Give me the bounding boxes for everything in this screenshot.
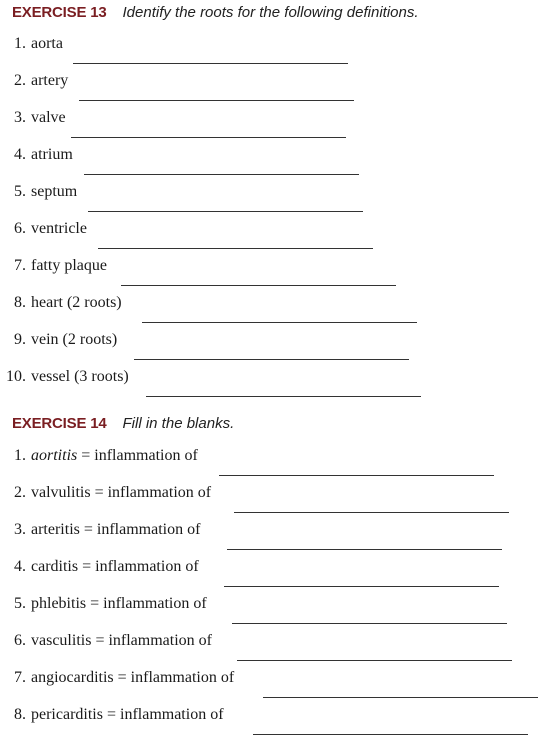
- item-term: aortitis: [31, 447, 78, 464]
- ex13-item-7: [0, 256, 544, 293]
- ex14-item-5: [0, 594, 544, 631]
- item-term: carditis: [31, 558, 79, 575]
- item-statement: [31, 520, 200, 540]
- ex13-item-1: [0, 34, 544, 71]
- exercise-14-instruction: Fill in the blanks.: [122, 415, 235, 432]
- item-statement: [31, 483, 211, 503]
- item-rest: = inflammation of: [86, 595, 207, 612]
- ex14-item-7: [0, 668, 544, 705]
- item-number: 3.: [14, 521, 26, 538]
- answer-blank[interactable]: [237, 660, 512, 661]
- item-rest: = inflammation of: [79, 521, 201, 538]
- ex14-item-6: [0, 631, 544, 668]
- item-statement: [31, 557, 199, 577]
- item-definition: heart (2 roots): [31, 294, 122, 311]
- item-statement: [31, 705, 224, 725]
- item-definition: valve: [31, 109, 66, 126]
- answer-blank[interactable]: [263, 697, 538, 698]
- item-number: 6.: [14, 632, 26, 649]
- ex13-item-8: [0, 293, 544, 330]
- item-term: phlebitis: [31, 595, 87, 612]
- item-rest: = inflammation of: [113, 669, 235, 686]
- ex14-item-3: [0, 520, 544, 557]
- exercise-14-number: EXERCISE 14: [12, 415, 107, 432]
- item-definition: aorta: [31, 35, 63, 52]
- item-number: 8.: [14, 294, 26, 311]
- answer-blank[interactable]: [79, 100, 354, 101]
- item-definition: atrium: [31, 146, 73, 163]
- answer-blank[interactable]: [234, 512, 509, 513]
- answer-blank[interactable]: [253, 734, 528, 735]
- item-number: 7.: [14, 669, 26, 686]
- item-definition: fatty plaque: [31, 257, 107, 274]
- answer-blank[interactable]: [71, 137, 346, 138]
- ex14-item-4: [0, 557, 544, 594]
- item-number: 4.: [14, 558, 26, 575]
- item-term: angiocarditis: [31, 669, 114, 686]
- item-statement: [31, 631, 212, 651]
- exercise-13-instruction: Identify the roots for the following definitions.: [122, 4, 419, 21]
- item-definition: vein (2 roots): [31, 331, 118, 348]
- item-number: 2.: [14, 72, 26, 89]
- answer-blank[interactable]: [88, 211, 363, 212]
- item-definition: vessel (3 roots): [31, 368, 129, 385]
- item-number: 1.: [14, 447, 26, 464]
- ex13-item-10: [0, 367, 544, 404]
- item-number: 3.: [14, 109, 26, 126]
- exercise-13-number: EXERCISE 13: [12, 4, 107, 21]
- exercise-13-header: [12, 4, 419, 22]
- item-number: 10.: [6, 368, 26, 385]
- item-statement: [31, 446, 198, 466]
- item-number: 8.: [14, 706, 26, 723]
- item-definition: artery: [31, 72, 69, 89]
- item-number: 9.: [14, 331, 26, 348]
- item-number: 6.: [14, 220, 26, 237]
- ex13-item-5: [0, 182, 544, 219]
- ex14-item-1: [0, 446, 544, 483]
- answer-blank[interactable]: [219, 475, 494, 476]
- answer-blank[interactable]: [98, 248, 373, 249]
- item-rest: = inflammation of: [77, 447, 198, 464]
- answer-blank[interactable]: [224, 586, 499, 587]
- exercise-14-header: [12, 415, 234, 433]
- answer-blank[interactable]: [121, 285, 396, 286]
- ex13-item-9: [0, 330, 544, 367]
- item-rest: = inflammation of: [78, 558, 199, 575]
- item-rest: = inflammation of: [90, 484, 212, 501]
- answer-blank[interactable]: [232, 623, 507, 624]
- item-term: valvulitis: [31, 484, 91, 501]
- item-rest: = inflammation of: [102, 706, 224, 723]
- item-statement: [31, 668, 234, 688]
- item-number: 7.: [14, 257, 26, 274]
- answer-blank[interactable]: [134, 359, 409, 360]
- item-term: vasculitis: [31, 632, 92, 649]
- ex14-item-2: [0, 483, 544, 520]
- ex13-item-4: [0, 145, 544, 182]
- answer-blank[interactable]: [227, 549, 502, 550]
- item-definition: septum: [31, 183, 78, 200]
- ex13-item-2: [0, 71, 544, 108]
- item-term: arteritis: [31, 521, 80, 538]
- answer-blank[interactable]: [146, 396, 421, 397]
- item-definition: ventricle: [31, 220, 87, 237]
- item-number: 4.: [14, 146, 26, 163]
- item-number: 1.: [14, 35, 26, 52]
- item-number: 5.: [14, 595, 26, 612]
- item-term: pericarditis: [31, 706, 103, 723]
- ex14-item-8: [0, 705, 544, 742]
- item-rest: = inflammation of: [91, 632, 212, 649]
- ex13-item-3: [0, 108, 544, 145]
- item-number: 5.: [14, 183, 26, 200]
- answer-blank[interactable]: [73, 63, 348, 64]
- answer-blank[interactable]: [84, 174, 359, 175]
- ex13-item-6: [0, 219, 544, 256]
- item-number: 2.: [14, 484, 26, 501]
- answer-blank[interactable]: [142, 322, 417, 323]
- item-statement: [31, 594, 207, 614]
